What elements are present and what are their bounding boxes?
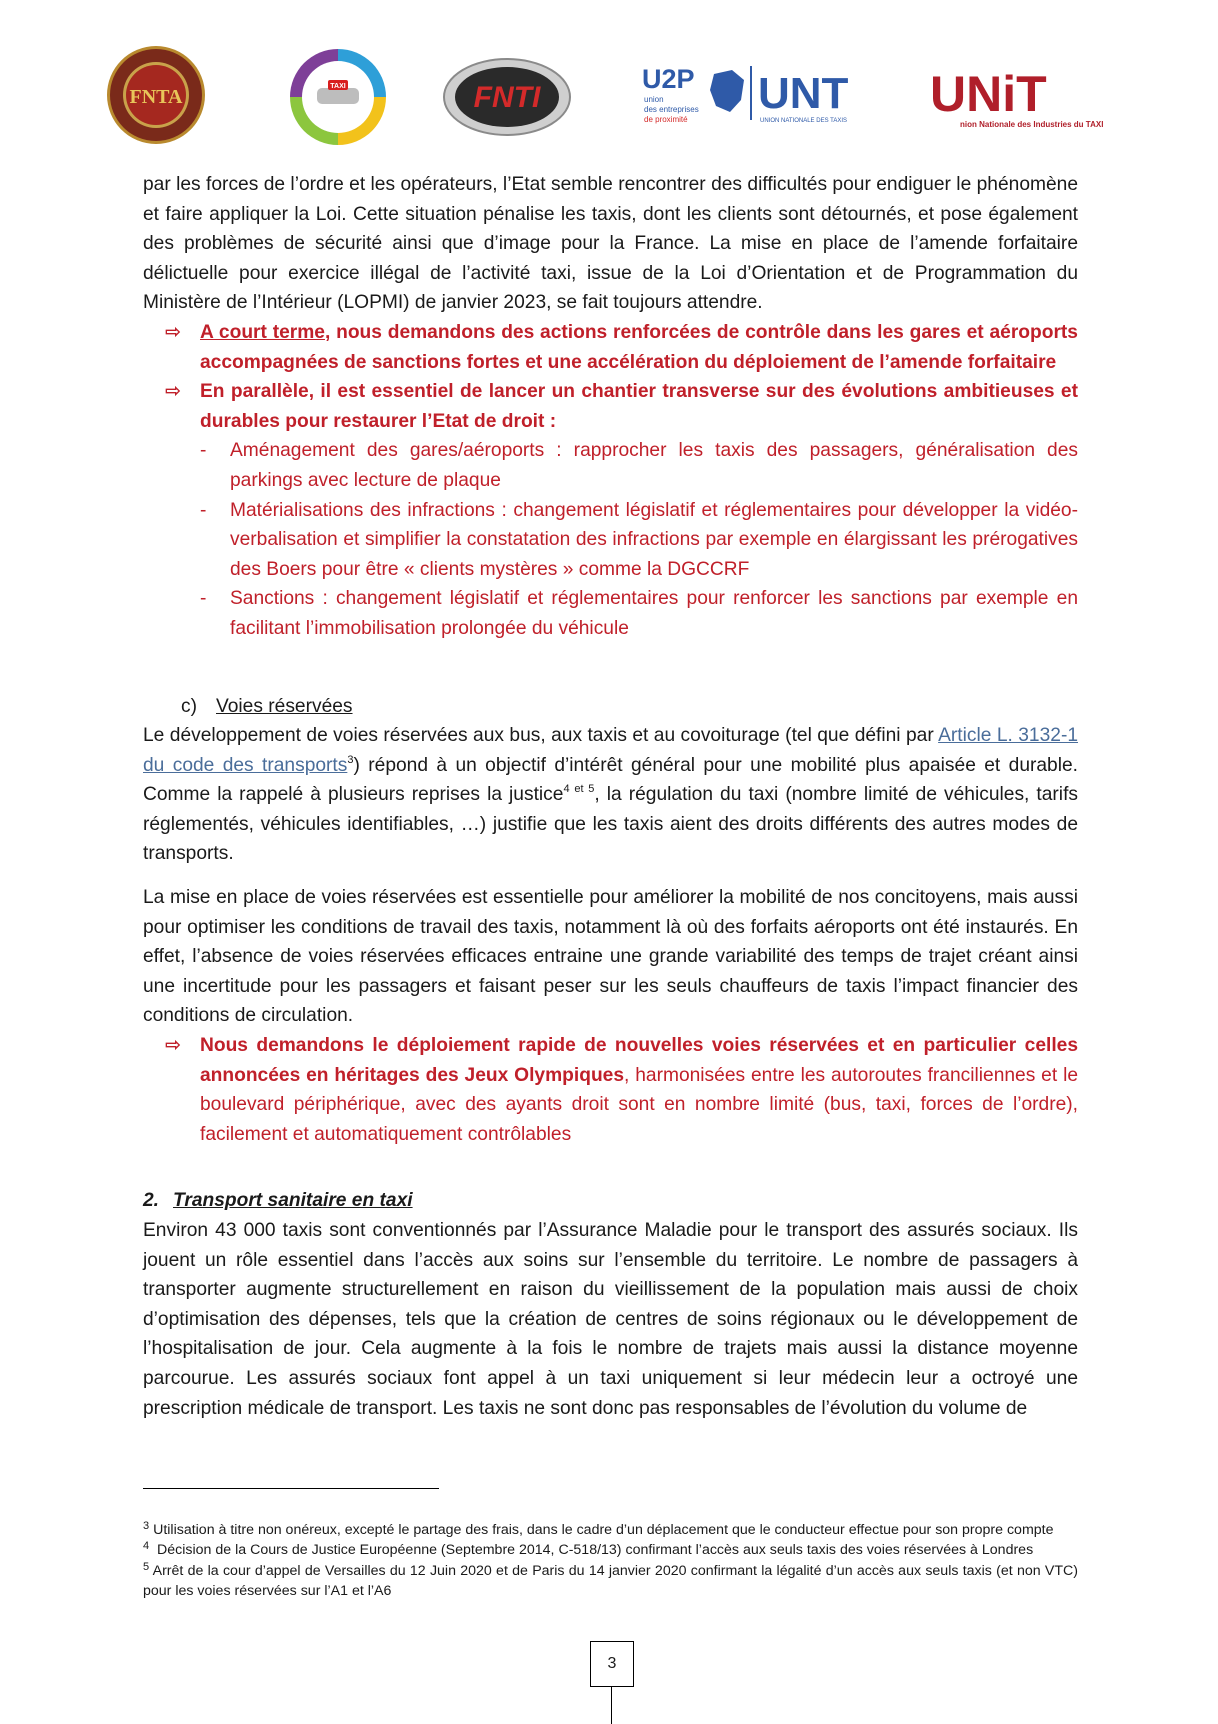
demand-parallel-text: En parallèle, il est essentiel de lancer un chantier transverse sur des évolutions ambitieuses et durables pour restaurer l’Etat de droit : bbox=[200, 381, 1078, 432]
page-content bbox=[143, 170, 1078, 1423]
svg-text:FNTI: FNTI bbox=[473, 81, 541, 114]
text-span: ) répond à un objectif d’intérêt général pour une mobilité plus apaisée et durable. Comme la rappelé à plusieurs reprises la justice bbox=[143, 754, 1078, 806]
demand-short-term bbox=[143, 318, 1078, 377]
footnote-ref-3[interactable]: 3 bbox=[347, 753, 354, 766]
svg-text:des entreprises: des entreprises bbox=[644, 105, 699, 114]
section-c-paragraph-2: La mise en place de voies réservées est essentielle pour améliorer la mobilité de nos concitoyens, mais aussi pour optimiser les conditions de travail des taxis, notamment là où des forfaits aéroports ont été instaurés. En effet, l’absence de voies réservées efficaces entraine une grande variabilité des temps de trajet créant ainsi une incertitude pour les passagers et faisant peser sur les seuls chauffeurs de taxis l’impact financier des conditions de circulation. bbox=[143, 887, 1078, 1027]
article-link[interactable]: Article L. 3132-1 du code des transports bbox=[143, 725, 1079, 776]
svg-text:UNION NATIONALE DES TAXIS: UNION NATIONALE DES TAXIS bbox=[760, 118, 848, 124]
section-2-number: 2. bbox=[143, 1190, 160, 1212]
section-c-paragraph-1 bbox=[143, 721, 1078, 869]
section-2-paragraph: Environ 43 000 taxis sont conventionnés par l’Assurance Maladie pour le transport des assurés sociaux. Ils jouent un rôle essentiel dans l’accès aux soins sur l’ensemble du territoire. Le nombre de passagers à transporter augmente structurellement en raison du vieillissement de la population mais aussi de choix d’optimisation des dépenses, tels que la création de centres de soins régionaux ou le développement de l’hospitalisation de jour. Cela augmente à la fois le nombre de trajets mais aussi la distance moyenne parcourue. Les assurés sociaux font appel à un taxi uniquement si leur médecin leur a octroyé une prescription médicale de transport. Les taxis ne sont donc pas responsables de l’évolution du volume de bbox=[143, 1220, 1078, 1419]
arrow-icon: ⇨ bbox=[165, 1035, 182, 1057]
arrow-icon: ⇨ bbox=[165, 321, 182, 343]
section-2-heading bbox=[143, 1186, 1078, 1216]
footnote-number: 3 bbox=[143, 1520, 150, 1532]
footnote-3 bbox=[143, 1520, 1078, 1540]
sub-item-stations bbox=[143, 436, 1078, 495]
header-logos bbox=[0, 40, 1218, 150]
sub-item-sanctions bbox=[143, 584, 1078, 643]
footnote-text: Utilisation à titre non onéreux, excepté le partage des frais, dans le cadre d’un déplacement que le conducteur effectue pour son propre compte bbox=[153, 1522, 1054, 1538]
page-number: 3 bbox=[590, 1641, 634, 1687]
text-span: Le développement de voies réservées aux bus, aux taxis et au covoiturage (tel que défini par bbox=[143, 725, 939, 747]
page-number-line bbox=[611, 1687, 612, 1724]
footnote-text: Décision de la Cours de Justice Européenne (Septembre 2014, C-518/13) confirmant l’accès aux seuls taxis des voies réservées à Londres bbox=[157, 1542, 1034, 1559]
footnotes bbox=[143, 1520, 1078, 1602]
unit-logo bbox=[930, 65, 1105, 135]
intro-paragraph: par les forces de l’ordre et les opérateurs, l’Etat semble rencontrer des difficultés pour endiguer le phénomène et faire appliquer la Loi. Cette situation pénalise les taxis, dont les clients sont détournés, et pose également des problèmes de sécurité ainsi que d’image pour la France. La mise en place de l’amende forfaitaire délictuelle pour exercice illégal de l’activité taxi, issue de la Loi d’Orientation et de Programmation du Ministère de l’Intérieur (LOPMI) de janvier 2023, se fait toujours attendre. bbox=[143, 174, 1078, 314]
fnta-logo bbox=[105, 44, 207, 146]
association-taxi-logo bbox=[287, 46, 389, 148]
sub-item-text: Aménagement des gares/aéroports : rapprocher les taxis des passagers, généralisation des parkings avec lecture de plaque bbox=[230, 440, 1078, 491]
footnote-text: Arrêt de la cour d’appel de Versailles du 12 Juin 2020 et de Paris du 14 janvier 2020 confirmant la légalité d’un accès aux seuls taxis (et non VTC) pour les voies réservées sur l’A1 et l’A6 bbox=[143, 1562, 1078, 1600]
footnote-number: 5 bbox=[143, 1560, 150, 1573]
svg-text:TAXI: TAXI bbox=[330, 83, 346, 90]
svg-text:FNTA: FNTA bbox=[129, 86, 183, 108]
u2p-unt-logo bbox=[640, 60, 880, 140]
svg-text:de proximité: de proximité bbox=[644, 115, 688, 124]
footnote-4 bbox=[143, 1540, 1078, 1560]
svg-text:nion Nationale des Industries: nion Nationale des Industries du TAXI bbox=[960, 120, 1104, 129]
dash-bullet: - bbox=[200, 440, 207, 462]
demand-short-term-text: , nous demandons des actions renforcées de contrôle dans les gares et aéroports accompagnées de sanctions fortes et une accélération du déploiement de l’amende forfaitaire bbox=[200, 321, 1078, 373]
svg-text:UNiT: UNiT bbox=[930, 66, 1047, 122]
svg-text:U2P: U2P bbox=[642, 64, 695, 94]
section-c-letter: c) bbox=[181, 695, 197, 717]
fnti-logo bbox=[442, 57, 572, 137]
text-span: , la régulation du taxi (nombre limité de véhicules, tarifs réglementés, véhicules identifiables, …) justifie que les taxis aient des droits différents des autres modes de transports. bbox=[143, 784, 1078, 865]
sub-item-text: Matérialisations des infractions : changement législatif et réglementaires pour développer la vidéo-verbalisation et simplifier la constatation des infractions par exemple en élargissant les prérogatives des Boers pour être « clients mystères » comme la DGCCRF bbox=[230, 499, 1078, 580]
sub-item-infractions bbox=[143, 496, 1078, 585]
arrow-icon: ⇨ bbox=[165, 381, 182, 403]
footnote-number: 4 bbox=[143, 1540, 150, 1553]
dash-bullet: - bbox=[200, 499, 207, 521]
footnote-5 bbox=[143, 1561, 1078, 1602]
section-c-heading bbox=[143, 692, 1078, 722]
dash-bullet: - bbox=[200, 588, 207, 610]
footnote-divider bbox=[143, 1488, 439, 1489]
sub-item-text: Sanctions : changement législatif et réglementaires pour renforcer les sanctions par exemple en facilitant l’immobilisation prolongée du véhicule bbox=[230, 588, 1078, 639]
svg-text:UNT: UNT bbox=[758, 69, 849, 118]
svg-text:union: union bbox=[644, 95, 664, 104]
demand-reserved-lanes bbox=[143, 1031, 1078, 1149]
demand-reserved-lanes-bold: Nous demandons le déploiement rapide de nouvelles voies réservées et en particulier celles annoncées en héritages des Jeux Olympiques bbox=[200, 1035, 1078, 1086]
section-c-title: Voies réservées bbox=[216, 695, 353, 717]
demand-parallel bbox=[143, 377, 1078, 436]
footnote-ref-4-5[interactable]: 4 et 5 bbox=[563, 783, 595, 796]
section-2-title: Transport sanitaire en taxi bbox=[173, 1190, 413, 1212]
demand-short-term-lead: A court terme bbox=[200, 321, 325, 343]
demand-reserved-lanes-text: , harmonisées entre les autoroutes franciliennes et le boulevard périphérique, avec des ayants droit sont en nombre limité (bus, taxi, forces de l’ordre), facilement et automatiquement contrôlables bbox=[200, 1064, 1079, 1145]
